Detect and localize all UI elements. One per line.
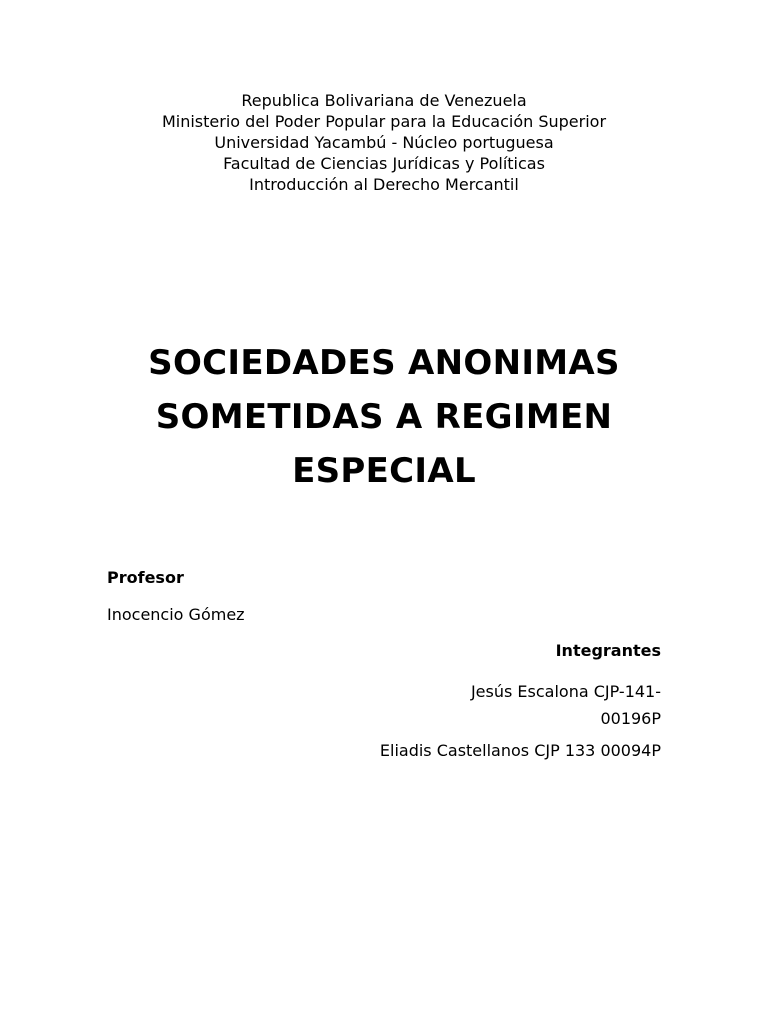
header-line-ministry: Ministerio del Poder Popular para la Educación Superior <box>161 112 607 131</box>
member-jesus-escalona <box>421 678 661 732</box>
header-line-university: Universidad Yacambú - Núcleo portuguesa <box>214 133 554 152</box>
title-line-1: SOCIEDADES ANONIMAS <box>148 343 620 383</box>
profesor-name: Inocencio Gómez <box>107 605 245 624</box>
member-1-line-2: 00196P <box>600 709 661 728</box>
institution-header <box>0 90 768 195</box>
title-line-2: SOMETIDAS A REGIMEN <box>155 397 613 437</box>
integrantes-section <box>321 640 661 662</box>
integrantes-label: Integrantes <box>555 641 661 660</box>
header-line-course: Introducción al Derecho Mercantil <box>249 175 519 194</box>
member-2-text: Eliadis Castellanos CJP 133 00094P <box>379 741 661 760</box>
document-title <box>84 336 684 498</box>
profesor-label: Profesor <box>107 568 184 587</box>
header-line-republic: Republica Bolivariana de Venezuela <box>241 91 527 110</box>
member-1-line-1: Jesús Escalona CJP-141- <box>470 682 661 701</box>
title-line-3: ESPECIAL <box>292 451 476 491</box>
member-eliadis-castellanos <box>301 740 661 762</box>
header-line-faculty: Facultad de Ciencias Jurídicas y Políticas <box>223 154 545 173</box>
